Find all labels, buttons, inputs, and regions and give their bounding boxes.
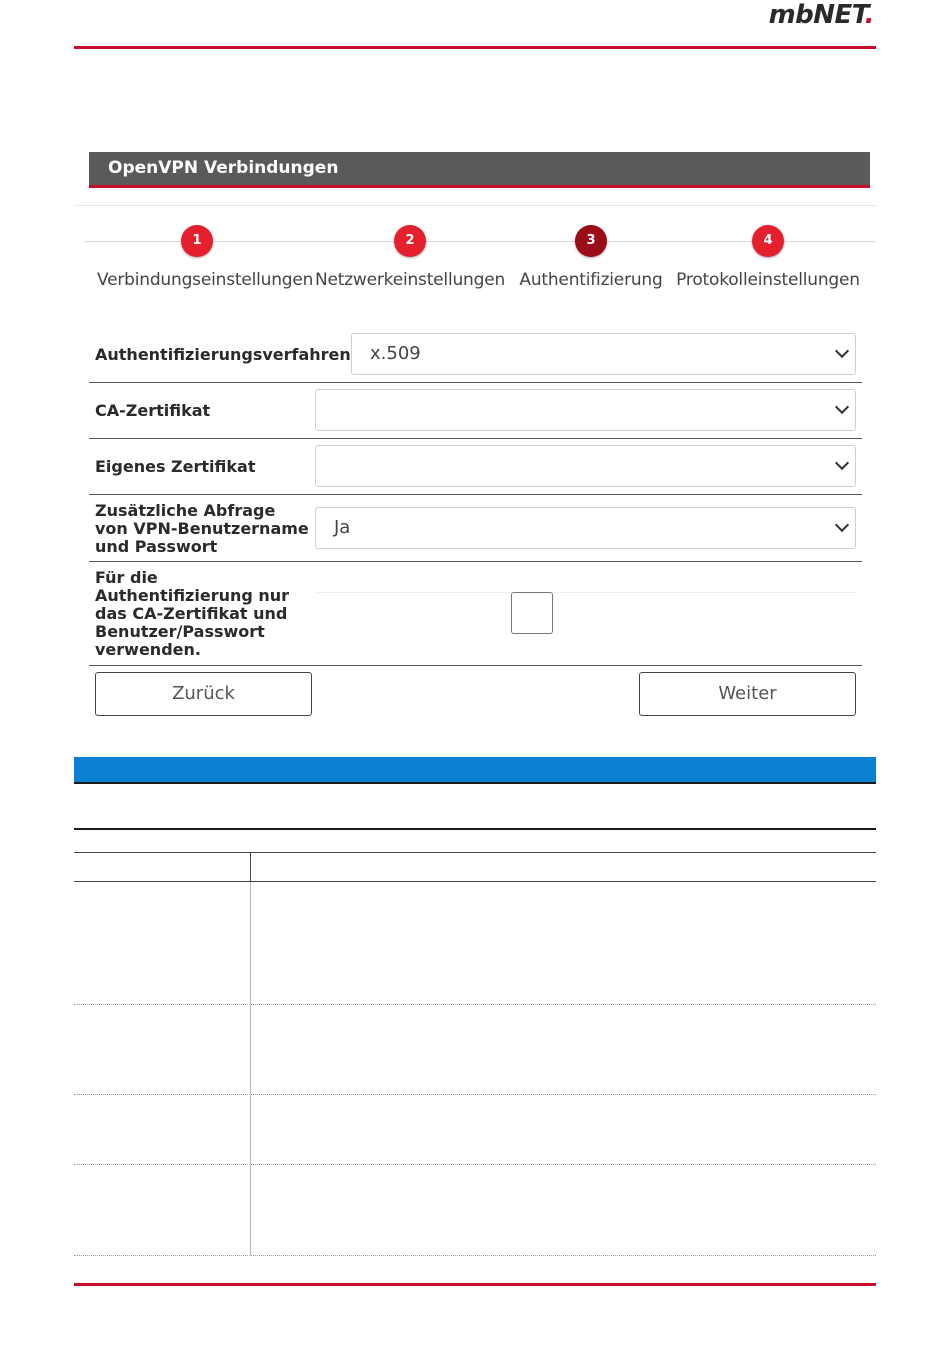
step-number-badge: 4 [752, 225, 784, 257]
chevron-down-icon [835, 344, 849, 358]
next-button[interactable]: Weiter [639, 672, 856, 716]
step-label: Protokolleinstellungen [676, 270, 860, 290]
table-header-row [74, 852, 876, 882]
auth-method-label: Authentifizierungsverfahren [95, 345, 351, 364]
ca-cert-select[interactable] [315, 389, 856, 431]
wizard-step-2[interactable] [310, 225, 510, 290]
mbnet-logo: mbNET. [768, 0, 874, 30]
auth-method-select[interactable] [351, 333, 856, 375]
ca-only-checkbox[interactable] [511, 592, 553, 634]
table-top-rule [74, 828, 876, 830]
top-red-rule [74, 46, 876, 49]
step-label: Authentifizierung [519, 270, 663, 290]
wizard-step-3[interactable] [491, 225, 691, 290]
bottom-red-rule [74, 1283, 876, 1286]
wizard-step-1[interactable] [97, 225, 314, 290]
extra-query-label: Zusätzliche Abfrage von VPN-Benutzername und Passwort [95, 501, 309, 556]
auth-method-value: x.509 [370, 343, 421, 364]
chevron-down-icon [835, 456, 849, 470]
parameter-table [74, 852, 876, 1256]
chevron-down-icon [835, 518, 849, 532]
extra-query-value: Ja [334, 517, 351, 538]
step-label: Netzwerkeinstellungen [314, 270, 506, 290]
extra-query-select[interactable] [315, 507, 856, 549]
step-number-badge: 1 [181, 225, 213, 257]
step-label: Verbindungseinstellungen [97, 270, 314, 290]
table-row [74, 882, 876, 1005]
panel-title: OpenVPN Verbindungen [89, 152, 870, 188]
chevron-down-icon [835, 400, 849, 414]
own-cert-label: Eigenes Zertifikat [95, 457, 256, 476]
table-row [74, 1165, 876, 1256]
ca-cert-label: CA-Zertifikat [95, 401, 211, 420]
wizard-step-4[interactable] [668, 225, 868, 290]
wizard-divider [74, 205, 876, 206]
table-row [74, 1095, 876, 1165]
checkbox-area [316, 592, 856, 659]
ca-only-label: Für die Authentifizierung nur das CA-Zertifikat und Benutzer/Passwort verwenden. [95, 568, 290, 659]
step-number-badge-active: 3 [575, 225, 607, 257]
blue-table-header-band [74, 757, 876, 784]
table-row [74, 1005, 876, 1095]
back-button[interactable]: Zurück [95, 672, 312, 716]
own-cert-select[interactable] [315, 445, 856, 487]
step-number-badge: 2 [394, 225, 426, 257]
